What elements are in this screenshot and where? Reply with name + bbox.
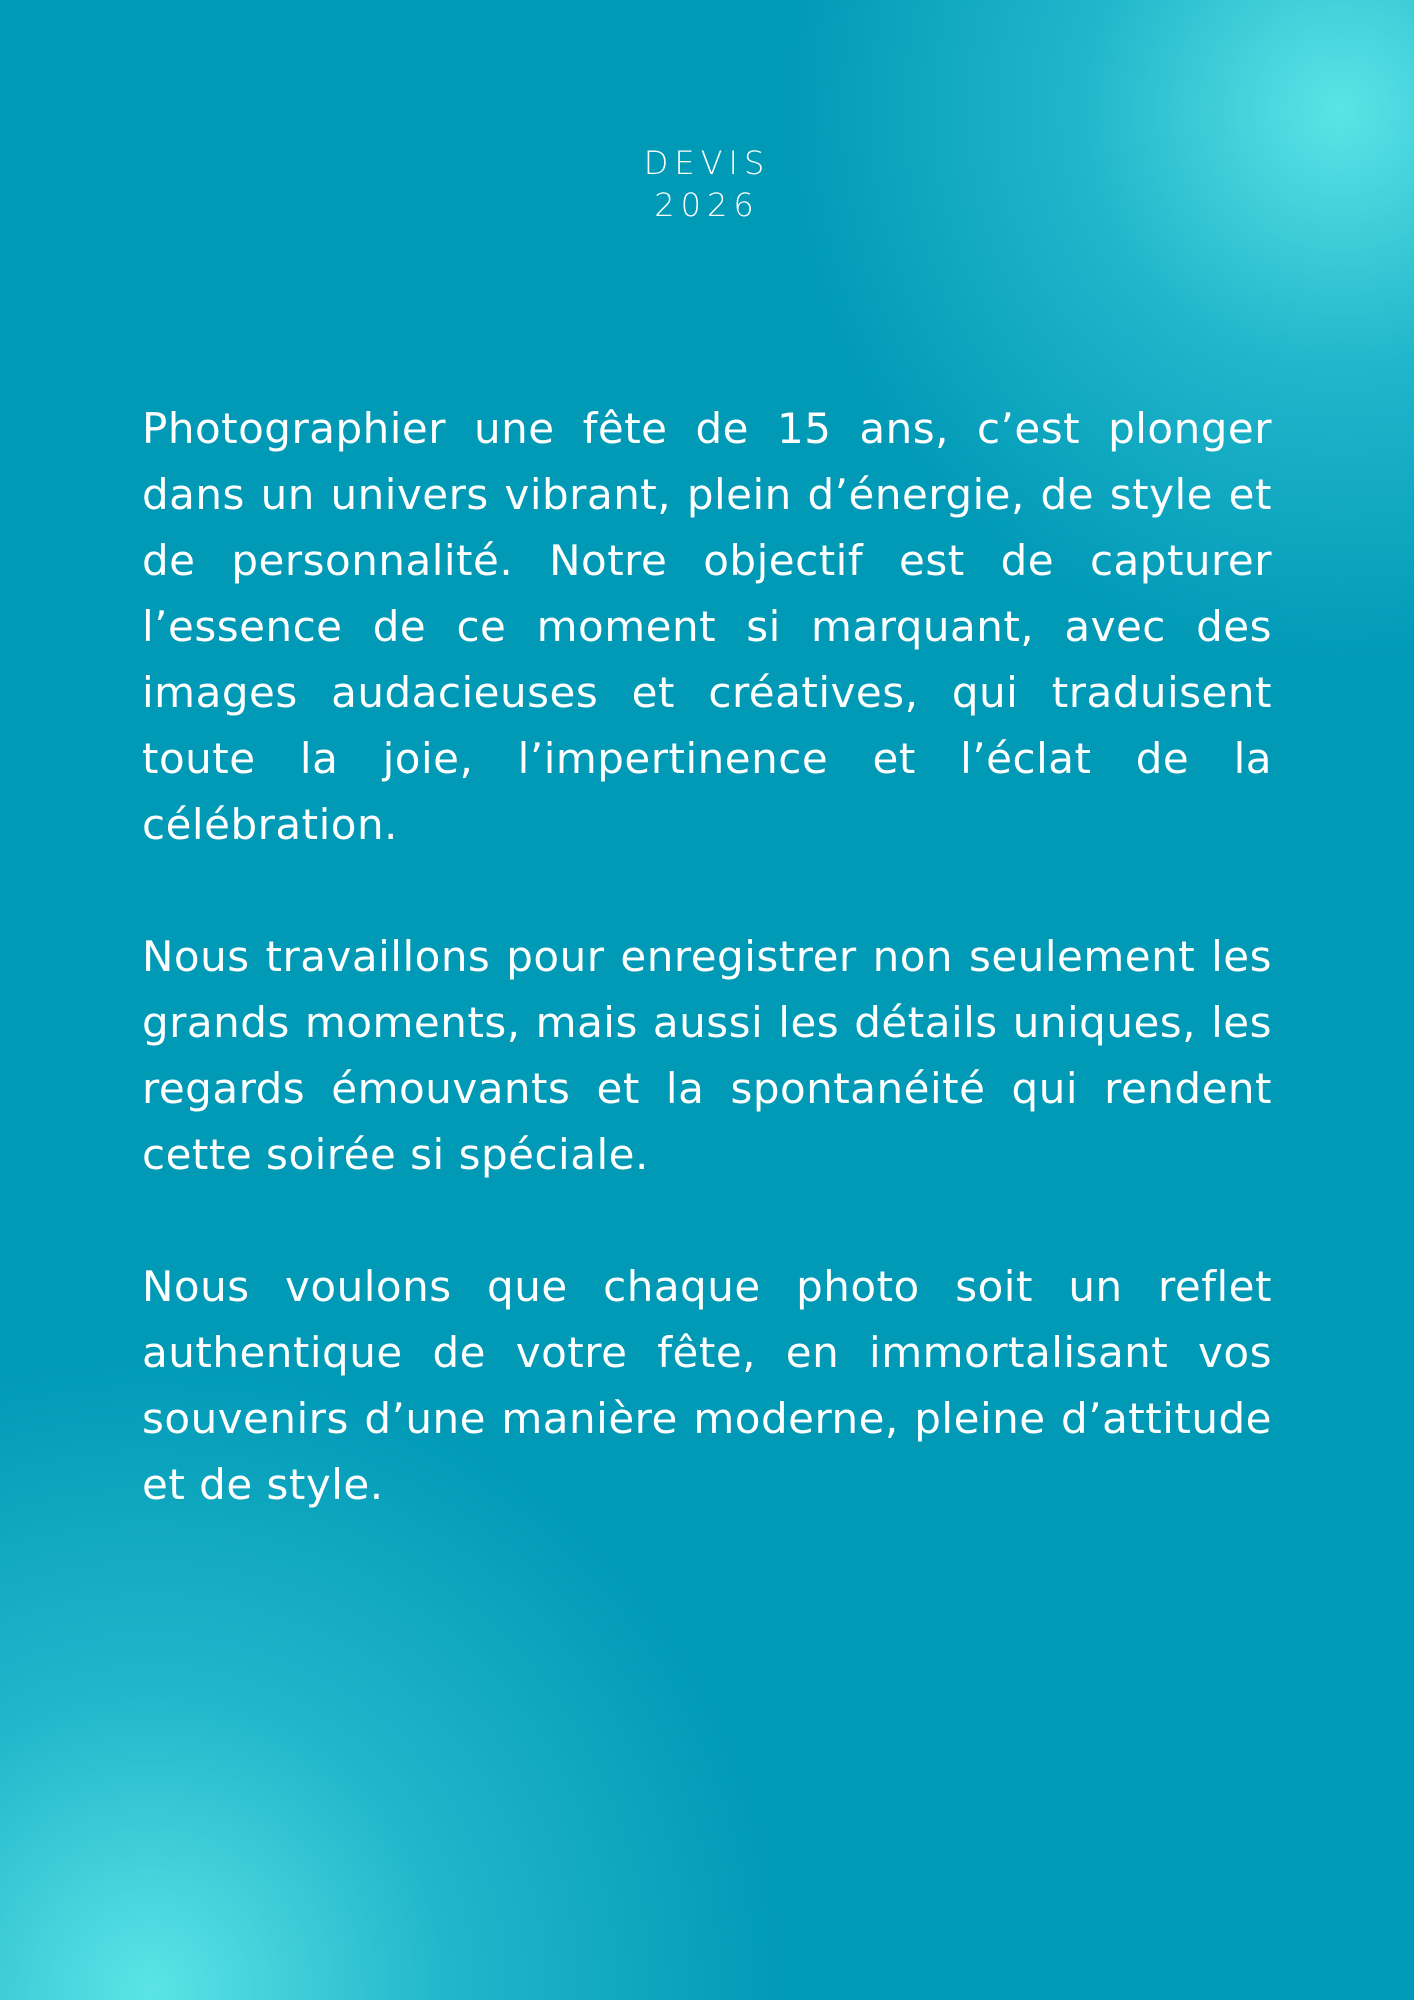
header-title: DEVIS bbox=[643, 144, 771, 182]
document-header bbox=[0, 142, 1414, 226]
paragraph-intro: Photographier une fête de 15 ans, c’est plonger dans un univers vibrant, plein d’énergie, de style et de personnalité. Notre objectif est de capturer l’essence de ce moment si marquant, avec des images audacieuses et créatives, qui traduisent toute la joie, l’impertinence et l’éclat de la célébration. bbox=[142, 404, 1272, 849]
paragraph-approach: Nous travaillons pour enregistrer non seulement les grands moments, mais aussi les détails uniques, les regards émouvants et la spontanéité qui rendent cette soirée si spéciale. bbox=[142, 932, 1272, 1179]
body-text bbox=[142, 396, 1272, 1584]
paragraph-goal: Nous voulons que chaque photo soit un reflet authentique de votre fête, en immortalisant vos souvenirs d’une manière moderne, pleine d’attitude et de style. bbox=[142, 1262, 1272, 1509]
header-year: 2026 bbox=[654, 186, 760, 224]
